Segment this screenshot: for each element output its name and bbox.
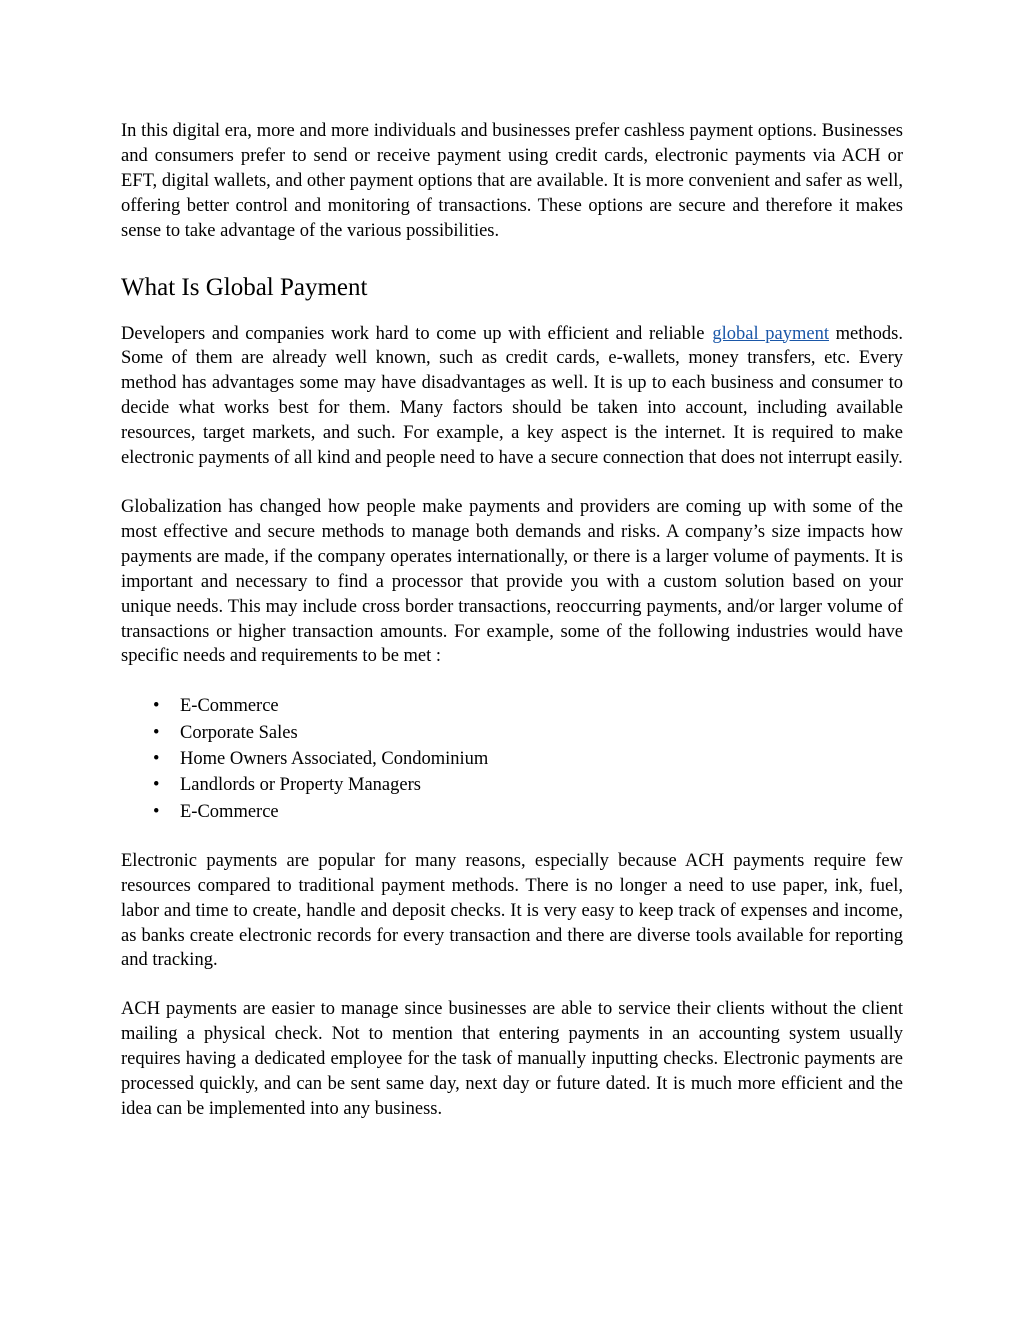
list-item [121,799,903,825]
bullet-icon: • [153,775,160,796]
list-item [121,772,903,798]
bullet-icon: • [153,722,160,743]
list-item-text: E-Commerce [180,801,279,822]
global-payment-paragraph [121,322,903,471]
bullet-icon: • [153,696,160,717]
list-item-text: Landlords or Property Managers [180,775,421,796]
paragraph-text-after-link: methods. Some of them are already well known, such as credit cards, e-wallets, money transfers, etc. Every method has advantages some may have disadvantages as well. It is up to each business and consumer to decide what works best for them. Many factors should be taken into account, including available resources, target markets, and such. For example, a key aspect is the internet. It is required to make electronic payments of all kind and people need to have a secure connection that does not interrupt easily. [121,323,903,469]
paragraph-text-before-link: Developers and companies work hard to come up with efficient and reliable [121,323,705,344]
bullet-icon: • [153,801,160,822]
electronic-payments-paragraph: Electronic payments are popular for many reasons, especially because ACH payments require few resources compared to traditional payment methods. There is no longer a need to use paper, ink, fuel, labor and time to create, handle and deposit checks. It is very easy to keep track of expenses and income, as banks create electronic records for every transaction and there are diverse tools available for reporting and tracking. [121,850,903,971]
list-item [121,693,903,719]
globalization-paragraph: Globalization has changed how people make payments and providers are coming up with some of the most effective and secure methods to manage both demands and risks. A company’s size impacts how payments are made, if the company operates internationally, or there is a larger volume of payments. It is important and necessary to find a processor that provide you with a custom solution based on your unique needs. This may include cross border transactions, reoccurring payments, and/or larger volume of transactions or higher transaction amounts. For example, some of the following industries would have specific needs and requirements to be met : [121,496,903,667]
list-item-text: Corporate Sales [180,722,298,743]
intro-paragraph: In this digital era, more and more individuals and businesses prefer cashless payment options. Businesses and consumers prefer to send or receive payment using credit cards, electronic payments via ACH or EFT, digital wallets, and other payment options that are available. It is more convenient and safer as well, offering better control and monitoring of transactions. These options are secure and therefore it makes sense to take advantage of the various possibilities. [121,121,903,241]
industries-list [121,693,903,824]
section-heading: What Is Global Payment [121,273,368,301]
ach-payments-paragraph: ACH payments are easier to manage since businesses are able to service their clients without the client mailing a physical check. Not to mention that entering payments in an accounting system usually requires having a dedicated employee for the task of manually inputting checks. Electronic payments are processed quickly, and can be sent same day, next day or future dated. It is much more efficient and the idea can be implemented into any business. [121,999,903,1119]
list-item [121,720,903,746]
list-item-text: E-Commerce [180,696,279,717]
global-payment-link[interactable]: global payment [712,323,830,344]
bullet-icon: • [153,748,160,769]
list-item [121,746,903,772]
document-page [121,119,903,1122]
list-item-text: Home Owners Associated, Condominium [180,748,489,769]
